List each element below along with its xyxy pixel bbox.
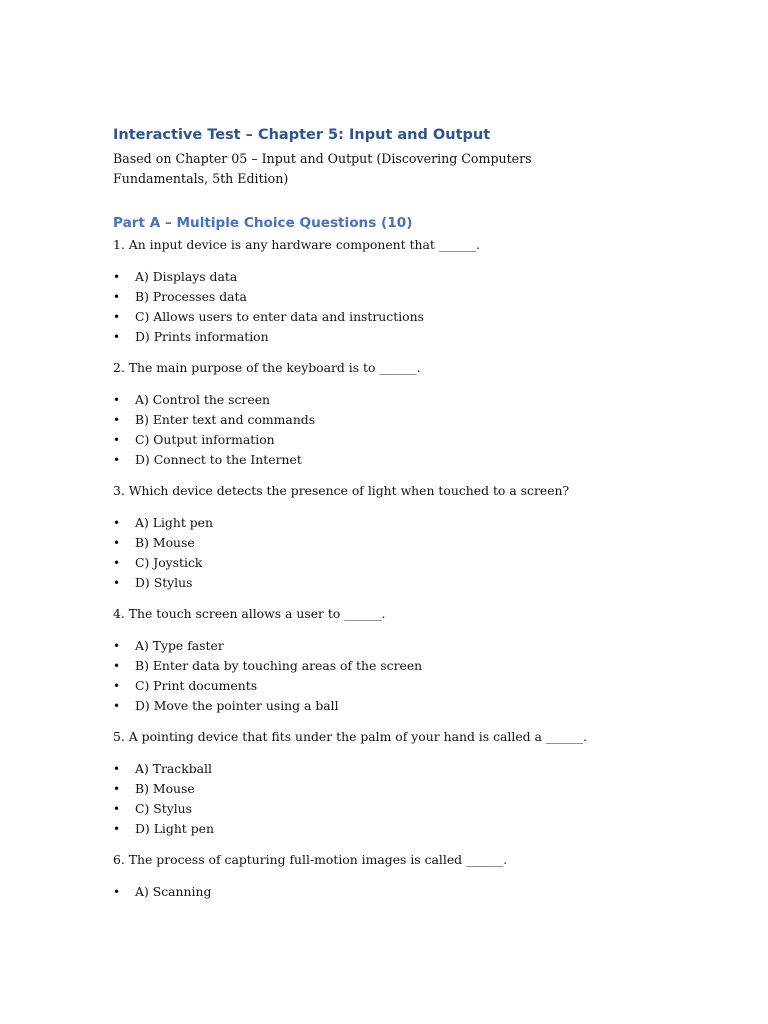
answer-option: [113, 450, 673, 470]
bullet-icon: •: [113, 699, 121, 713]
option-text: A) Trackball: [135, 761, 212, 776]
question-text: 2. The main purpose of the keyboard is to ______.: [113, 360, 421, 375]
question-2: [113, 358, 673, 470]
document-title: Interactive Test – Chapter 5: Input and Output: [113, 127, 491, 143]
option-text: B) Mouse: [135, 535, 195, 550]
option-text: B) Enter data by touching areas of the screen: [135, 658, 423, 673]
option-text: A) Light pen: [135, 515, 213, 530]
option-text: A) Type faster: [135, 638, 224, 653]
answer-option: [113, 819, 673, 839]
bullet-icon: •: [113, 639, 121, 653]
option-text: C) Allows users to enter data and instructions: [135, 309, 424, 324]
bullet-icon: •: [113, 453, 121, 467]
bullet-icon: •: [113, 576, 121, 590]
bullet-icon: •: [113, 782, 121, 796]
bullet-icon: •: [113, 822, 121, 836]
bullet-icon: •: [113, 413, 121, 427]
answer-option: [113, 307, 673, 327]
bullet-icon: •: [113, 270, 121, 284]
answer-option: [113, 327, 673, 347]
option-text: D) Prints information: [135, 329, 269, 344]
bullet-icon: •: [113, 330, 121, 344]
option-text: B) Enter text and commands: [135, 412, 316, 427]
option-list: [113, 636, 673, 716]
question-4: [113, 604, 673, 716]
option-list: [113, 267, 673, 347]
question-text: 1. An input device is any hardware component that ______.: [113, 237, 480, 252]
bullet-icon: •: [113, 762, 121, 776]
answer-option: [113, 533, 673, 553]
option-text: C) Output information: [135, 432, 275, 447]
option-text: A) Control the screen: [135, 392, 271, 407]
option-text: B) Processes data: [135, 289, 247, 304]
answer-option: [113, 696, 673, 716]
answer-option: [113, 287, 673, 307]
option-list: [113, 882, 673, 902]
question-5: [113, 727, 673, 839]
bullet-icon: •: [113, 556, 121, 570]
option-text: D) Stylus: [135, 575, 193, 590]
option-list: [113, 759, 673, 839]
question-text: 4. The touch screen allows a user to ______.: [113, 606, 386, 621]
bullet-icon: •: [113, 310, 121, 324]
question-text: 5. A pointing device that fits under the palm of your hand is called a ______.: [113, 729, 587, 744]
document-page: [113, 124, 673, 902]
bullet-icon: •: [113, 536, 121, 550]
option-text: A) Displays data: [135, 269, 238, 284]
answer-option: [113, 267, 673, 287]
bullet-icon: •: [113, 393, 121, 407]
option-text: D) Move the pointer using a ball: [135, 698, 339, 713]
answer-option: [113, 882, 673, 902]
document-subtitle: Based on Chapter 05 – Input and Output (Discovering Computers Fundamentals, 5th Edition): [113, 151, 532, 186]
option-text: A) Scanning: [135, 884, 212, 899]
answer-option: [113, 656, 673, 676]
question-text: 6. The process of capturing full-motion images is called ______.: [113, 852, 508, 867]
answer-option: [113, 430, 673, 450]
question-6: [113, 850, 673, 902]
answer-option: [113, 573, 673, 593]
question-1: [113, 235, 673, 347]
answer-option: [113, 759, 673, 779]
answer-option: [113, 390, 673, 410]
answer-option: [113, 636, 673, 656]
answer-option: [113, 779, 673, 799]
option-text: B) Mouse: [135, 781, 195, 796]
bullet-icon: •: [113, 433, 121, 447]
answer-option: [113, 676, 673, 696]
question-list: [113, 235, 673, 902]
bullet-icon: •: [113, 679, 121, 693]
bullet-icon: •: [113, 885, 121, 899]
option-text: C) Stylus: [135, 801, 193, 816]
bullet-icon: •: [113, 802, 121, 816]
answer-option: [113, 513, 673, 533]
question-text: 3. Which device detects the presence of light when touched to a screen?: [113, 483, 570, 498]
option-text: C) Joystick: [135, 555, 203, 570]
answer-option: [113, 799, 673, 819]
answer-option: [113, 410, 673, 430]
answer-option: [113, 553, 673, 573]
bullet-icon: •: [113, 659, 121, 673]
bullet-icon: •: [113, 290, 121, 304]
option-text: D) Connect to the Internet: [135, 452, 302, 467]
option-list: [113, 513, 673, 593]
option-text: C) Print documents: [135, 678, 258, 693]
question-3: [113, 481, 673, 593]
part-a-heading: Part A – Multiple Choice Questions (10): [113, 215, 413, 231]
option-text: D) Light pen: [135, 821, 214, 836]
bullet-icon: •: [113, 516, 121, 530]
option-list: [113, 390, 673, 470]
